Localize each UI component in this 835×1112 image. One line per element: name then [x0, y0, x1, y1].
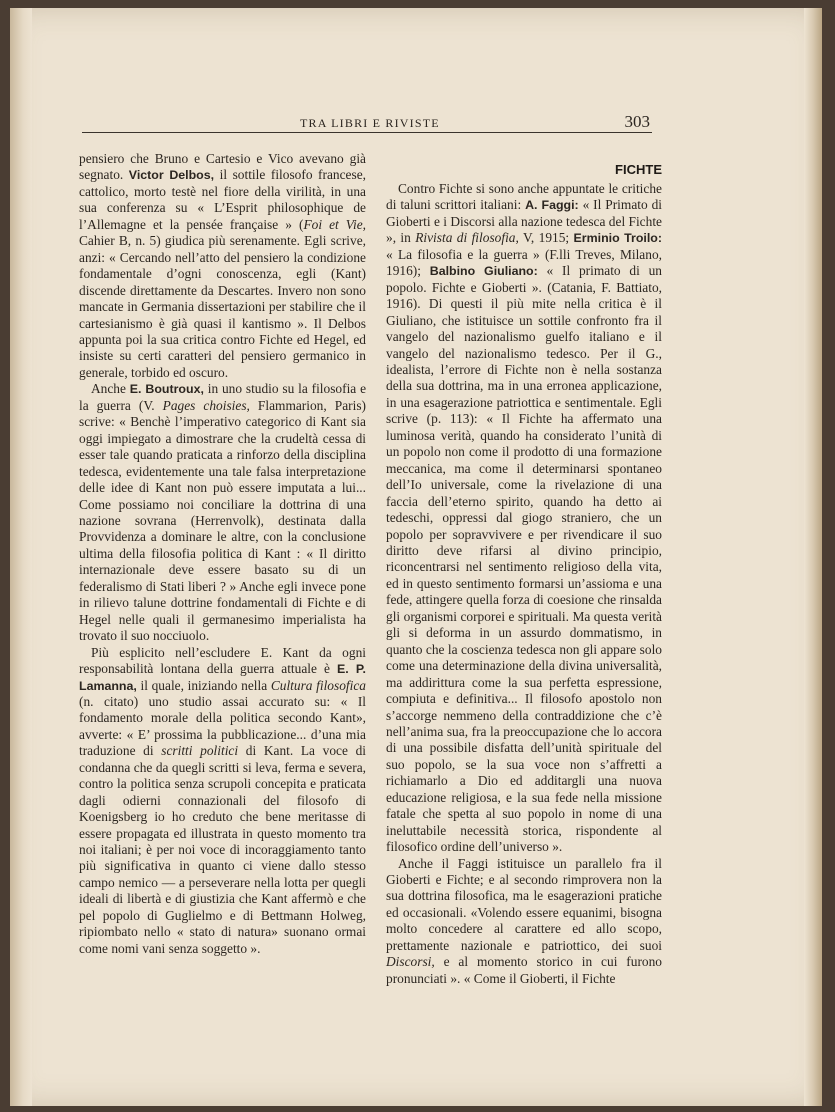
running-header: [82, 108, 652, 133]
italic-title: Rivista di filosofia,: [415, 230, 519, 246]
text-run: Cahier B, n. 5) giudica più serenamente. Egli scrive, anzi: « Cercando nell’atto del pensiero la condizione fondamentale d’ogni conoscenza, egli (Kant) discende direttamente da Descartes. Invero non sono mancate in Germania dissertazioni per stabilire che il cartesianismo è già quasi il kantismo ». Il Delbos appunta poi la sua critica contro Fichte ed Hegel, ed insiste su certi caratteri del pensiero germanico in generale, torbido ed oscuro.: [79, 233, 366, 380]
text-run: « Il Primato di Gioberti e i Discorsi alla nazione tedesca del Fichte », in: [386, 197, 662, 246]
italic-title: Cultura filosofica: [270, 677, 366, 693]
section-heading: FICHTE: [615, 162, 662, 177]
text-run: (n. citato) uno studio assai accurato su: « Il fondamento morale della politica secondo Kant», avverte: « E’ prossima la pubblicazione... d’una mia traduzione di: [79, 693, 366, 759]
text-run: Contro Fichte si sono anche appuntate le critiche di taluni scrittori italiani:: [386, 181, 662, 213]
page-gutter: [10, 8, 32, 1106]
author-name: E. P. Lamanna,: [79, 662, 366, 693]
text-run: in uno studio su la filosofia e la guerra (V.: [79, 381, 367, 413]
author-name: Victor Delbos,: [128, 168, 215, 183]
text-run: e al momento storico in cui furono pronunciati ». « Come il Gioberti, il Fichte: [386, 954, 662, 986]
italic-title: Foi et Vie,: [303, 216, 367, 232]
text-run: il quale, iniziando nella: [136, 677, 271, 693]
page-edge: [804, 8, 822, 1106]
paragraph: [386, 856, 662, 988]
text-run: Flammarion, Paris) scrive: « Benchè l’imperativo categorico di Kant sia oggi impiegato a dimostrare che la crudeltà cessa di esser tale quando praticata a rinforzo della disciplina tedesca, evidentemente una tale falsa interpretazione delle idee di Kant non può essere imputata a lui... Come possiamo noi conciliare la dottrina di una nazione sovrana (Herrenvolk), destinata dalla Provvidenza a dominare le altre, con la conclusione ultima della filosofia politica di Kant : « Il diritto internazionale deve essere basato su di un federalismo di Stati liberi ? » Anche egli invece pone in rilievo talune dottrine fondamentali di Fichte e di Hegel nelle quali il germanesimo imperialista ha trovato il suo nocciuolo.: [79, 397, 366, 644]
text-run: il sottile filosofo francese, cattolico, morto testè nel fiore della virilità, in una sua conferenza su « L’Esprit philosophique de l’Allemagne et la pensée française » (: [79, 167, 366, 232]
text-run: pensiero che Bruno e Cartesio e Vico avevano già segnato.: [79, 151, 366, 183]
italic-title: scritti politici: [161, 743, 239, 759]
paragraph: [79, 381, 366, 644]
text-run: Anche il Faggi istituisce un parallelo fra il Gioberti e Fichte; e al secondo rimprovera non la sua dottrina filosofica, ma le esagerazioni pratiche ed occasionali. «Volendo essere equanimi, bisogna molto concedere al carattere ed allo scopo, prettamente nazionale e patriottico, dei suoi: [386, 855, 662, 953]
italic-title: Pages choisies,: [162, 397, 250, 413]
page-number: 303: [624, 112, 650, 131]
italic-title: Discorsi,: [386, 954, 435, 970]
author-name: Erminio Troilo:: [573, 231, 662, 246]
running-title: TRA LIBRI E RIVISTE: [300, 116, 440, 130]
text-run: V, 1915;: [518, 230, 574, 246]
author-name: Balbino Giuliano:: [429, 264, 538, 279]
text-run: di Kant. La voce di condanna che da quegli scritti si leva, ferma e severa, contro la politica senza scrupoli concepita e praticata dagli odierni connazionali del filosofo di Koenigsberg io ho creduto che bene meritasse di essere propagata ed illustrata in questo momento tra noi italiani; è per noi voce di incoraggiamento tanto più significativa in quanto ci viene dallo stesso campo nemico — a perseverare nella lotta per quegli ideali di libertà e di giustizia che Kant affermò e che pel popolo di Guglielmo e di Bettmann Holweg, ripiombato nello « stato di natura» suonano ormai come nomi vani senza soggetto ».: [79, 743, 366, 956]
paragraph: [79, 151, 366, 381]
text-run: « La filosofia e la guerra » (F.lli Treves, Milano, 1916);: [386, 246, 662, 279]
paragraph: [386, 181, 662, 856]
author-name: E. Boutroux,: [129, 382, 204, 397]
text-run: Anche: [91, 381, 130, 397]
left-column: [79, 151, 366, 957]
right-column: [386, 181, 662, 987]
paragraph: [79, 645, 366, 958]
author-name: A. Faggi:: [525, 198, 579, 213]
text-run: Più esplicito nell’escludere E. Kant da ogni responsabilità lontana della guerra attuale è: [79, 644, 366, 677]
text-run: « Il primato di un popolo. Fichte e Gioberti ». (Catania, F. Battiato, 1916). Di questi il più mite nella critica è il Giuliano, che istituisce un sottile confronto fra il vangelo del nazionalismo guelfo italiano e il vangelo del nazionalismo tedesco. Per il G., idealista, l’errore di Fichte non è nella sostanza della sua dottrina, ma in una erronea applicazione, in una esagerazione patriottica e sentimentale. Egli scrive (p. 113): « Il Fichte ha affermato una luminosa verità, quando ha considerato l’unità di un popolo non come il prodotto di una formazione meccanica, ma come il determinarsi spontaneo dell’Io universale, come la rivelazione di una faccia dell’eterno spirito, quando ha detto ai tedeschi, oppressi dal giogo straniero, che un popolo per sopravvivere e per rivendicare il suo diritto deve rifarsi al divino principio, riconcentrarsi nel sentimento religioso della vita, ed in questo sentimento formarsi un’assioma e una fede, attingere quella forza di coesione che rinsalda gli organismi corporei e spirituali. Ma questa verità gli si deforma in un assurdo dommatismo, in quanto che la coscienza tedesca non gli appare solo come una determinazione della divina universalità, ma addirittura come la sua perfetta espressione, compiuta e definitiva... Il filosofo apostolo non s’accorge nemmeno della contraddizione che c’è nell’anima sua, fra la preoccupazione che lo accora di una possibile disfatta dell’unità spirituale del suo popolo, se la sua voce non s’affretti a richiamarlo a Dio ed additargli una nuova educazione religiosa, e la sua fede nella missione fatale che spetta al suo popolo in nome di una ineluttabile necessità storica, rispondente al filosofico ordine dell’universo ».: [386, 263, 662, 855]
